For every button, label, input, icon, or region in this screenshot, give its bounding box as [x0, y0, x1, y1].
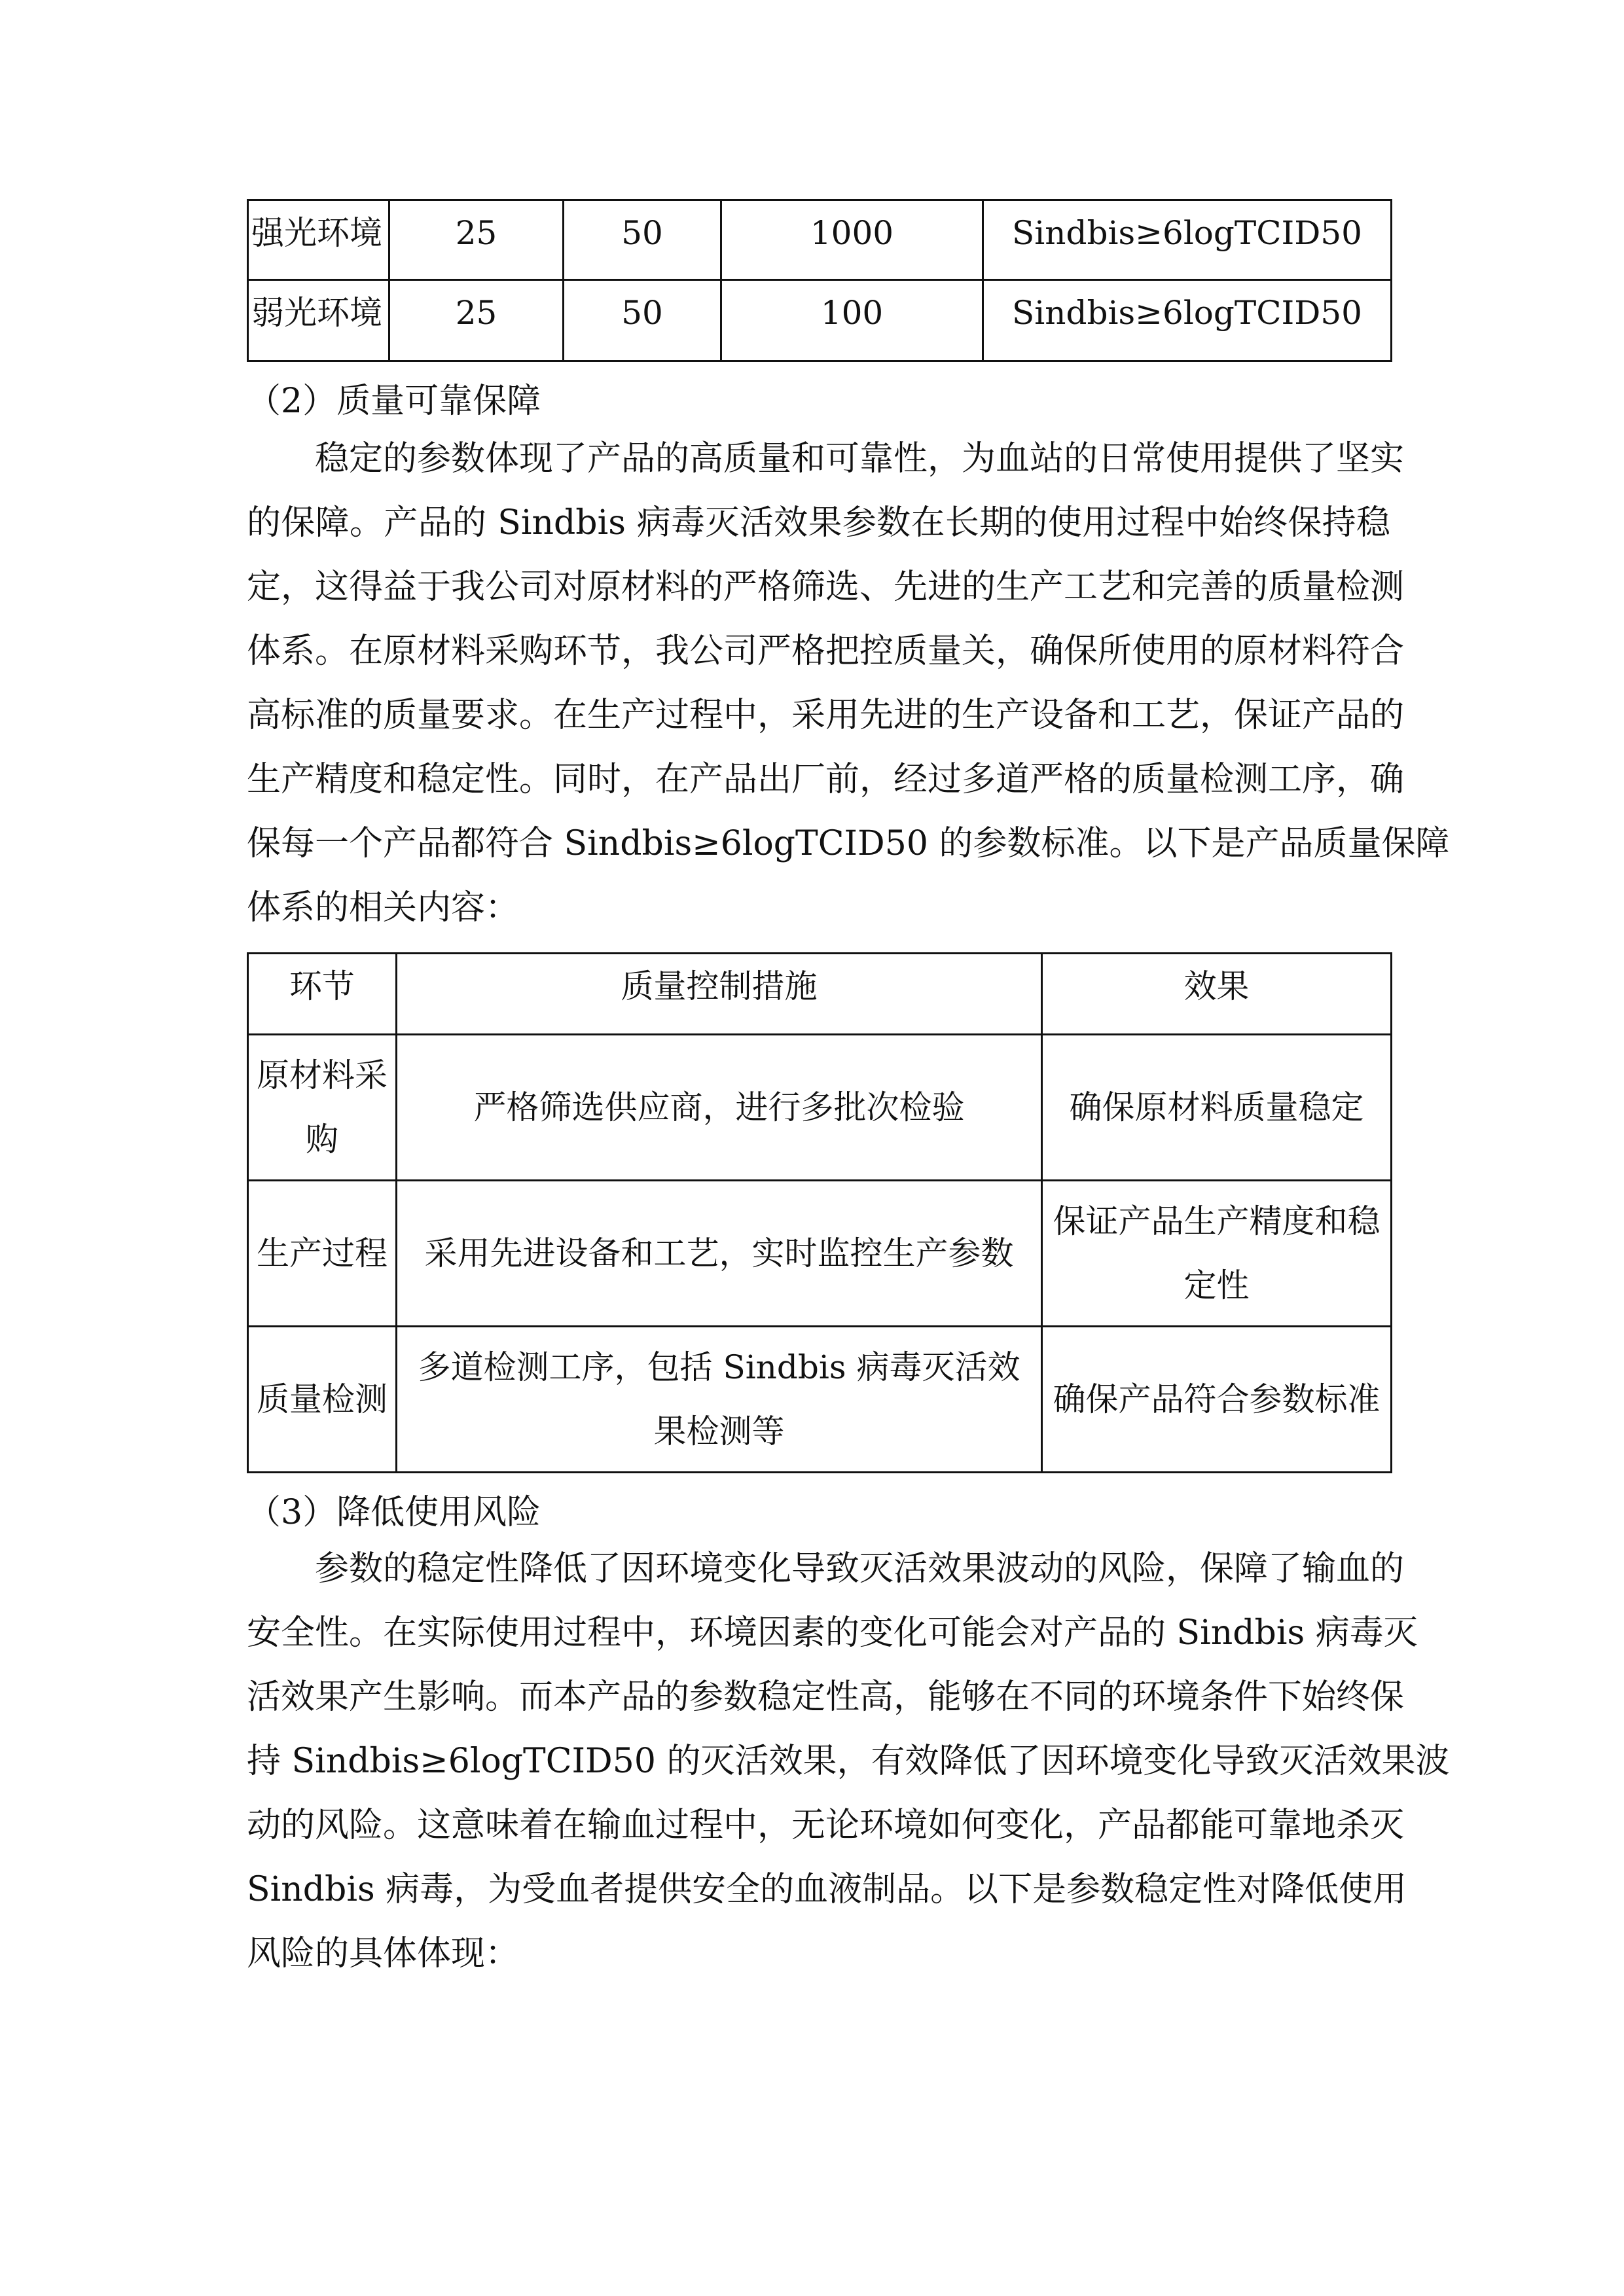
table-cell: 25 — [389, 200, 564, 280]
paragraph — [247, 427, 1450, 940]
environment-table — [247, 199, 1392, 362]
table-cell: 质量检测 — [248, 1327, 397, 1473]
text-line: 的保障。产品的 Sindbis 病毒灭活效果参数在长期的使用过程中始终保持稳 — [247, 503, 1390, 543]
table-cell: 50 — [564, 280, 721, 361]
text-line: 保每一个产品都符合 Sindbis≥6logTCID50 的参数标准。以下是产品质量保障 — [247, 824, 1450, 863]
table-header-row — [248, 954, 1392, 1035]
table-row — [248, 1035, 1392, 1181]
text-line: 动的风险。这意味着在输血过程中，无论环境如何变化，产品都能可靠地杀灭 — [247, 1806, 1405, 1845]
text-line: 安全性。在实际使用过程中，环境因素的变化可能会对产品的 Sindbis 病毒灭 — [247, 1613, 1418, 1653]
section-heading: （2）质量可靠保障 — [247, 382, 541, 421]
column-header: 环节 — [248, 954, 397, 1035]
table-cell: 生产过程 — [248, 1181, 397, 1327]
table-cell: 采用先进设备和工艺，实时监控生产参数 — [397, 1181, 1042, 1327]
text-line: 稳定的参数体现了产品的高质量和可靠性，为血站的日常使用提供了坚实 — [315, 439, 1405, 478]
text-line: 生产精度和稳定性。同时，在产品出厂前，经过多道严格的质量检测工序，确 — [247, 760, 1405, 799]
table-cell: 严格筛选供应商，进行多批次检验 — [397, 1035, 1042, 1181]
table-cell: 1000 — [721, 200, 983, 280]
column-header: 质量控制措施 — [397, 954, 1042, 1035]
text-line: 定，这得益于我公司对原材料的严格筛选、先进的生产工艺和完善的质量检测 — [247, 567, 1405, 607]
table-cell: 25 — [389, 280, 564, 361]
table-cell: 保证产品生产精度和稳定性 — [1042, 1181, 1392, 1327]
table-cell: 原材料采购 — [248, 1035, 397, 1181]
table-row — [248, 280, 1392, 361]
text-line: 体系。在原材料采购环节，我公司严格把控质量关，确保所使用的原材料符合 — [247, 632, 1405, 671]
table-row — [248, 1181, 1392, 1327]
section-heading: （3）降低使用风险 — [247, 1493, 541, 1532]
table-cell: Sindbis≥6logTCID50 — [983, 280, 1392, 361]
text-line: 参数的稳定性降低了因环境变化导致灭活效果波动的风险，保障了输血的 — [315, 1549, 1405, 1588]
quality-table — [247, 952, 1392, 1473]
column-header: 效果 — [1042, 954, 1392, 1035]
text-line: 持 Sindbis≥6logTCID50 的灭活效果，有效降低了因环境变化导致灭活效果波 — [247, 1742, 1450, 1781]
table-cell: 弱光环境 — [248, 280, 389, 361]
table-cell: 多道检测工序，包括 Sindbis 病毒灭活效果检测等 — [397, 1327, 1042, 1473]
table-cell: Sindbis≥6logTCID50 — [983, 200, 1392, 280]
table-cell: 强光环境 — [248, 200, 389, 280]
table-cell: 确保产品符合参数标准 — [1042, 1327, 1392, 1473]
table-cell: 50 — [564, 200, 721, 280]
table-cell: 确保原材料质量稳定 — [1042, 1035, 1392, 1181]
text-line: 活效果产生影响。而本产品的参数稳定性高，能够在不同的环境条件下始终保 — [247, 1677, 1405, 1717]
table-row — [248, 1327, 1392, 1473]
text-line: 风险的具体体现： — [247, 1934, 520, 1973]
text-line: 高标准的质量要求。在生产过程中，采用先进的生产设备和工艺，保证产品的 — [247, 696, 1405, 735]
table-cell: 100 — [721, 280, 983, 361]
table-row — [248, 200, 1392, 280]
text-line: 体系的相关内容： — [247, 888, 520, 927]
paragraph — [247, 1537, 1450, 1986]
text-line: Sindbis 病毒，为受血者提供安全的血液制品。以下是参数稳定性对降低使用 — [247, 1870, 1407, 1909]
